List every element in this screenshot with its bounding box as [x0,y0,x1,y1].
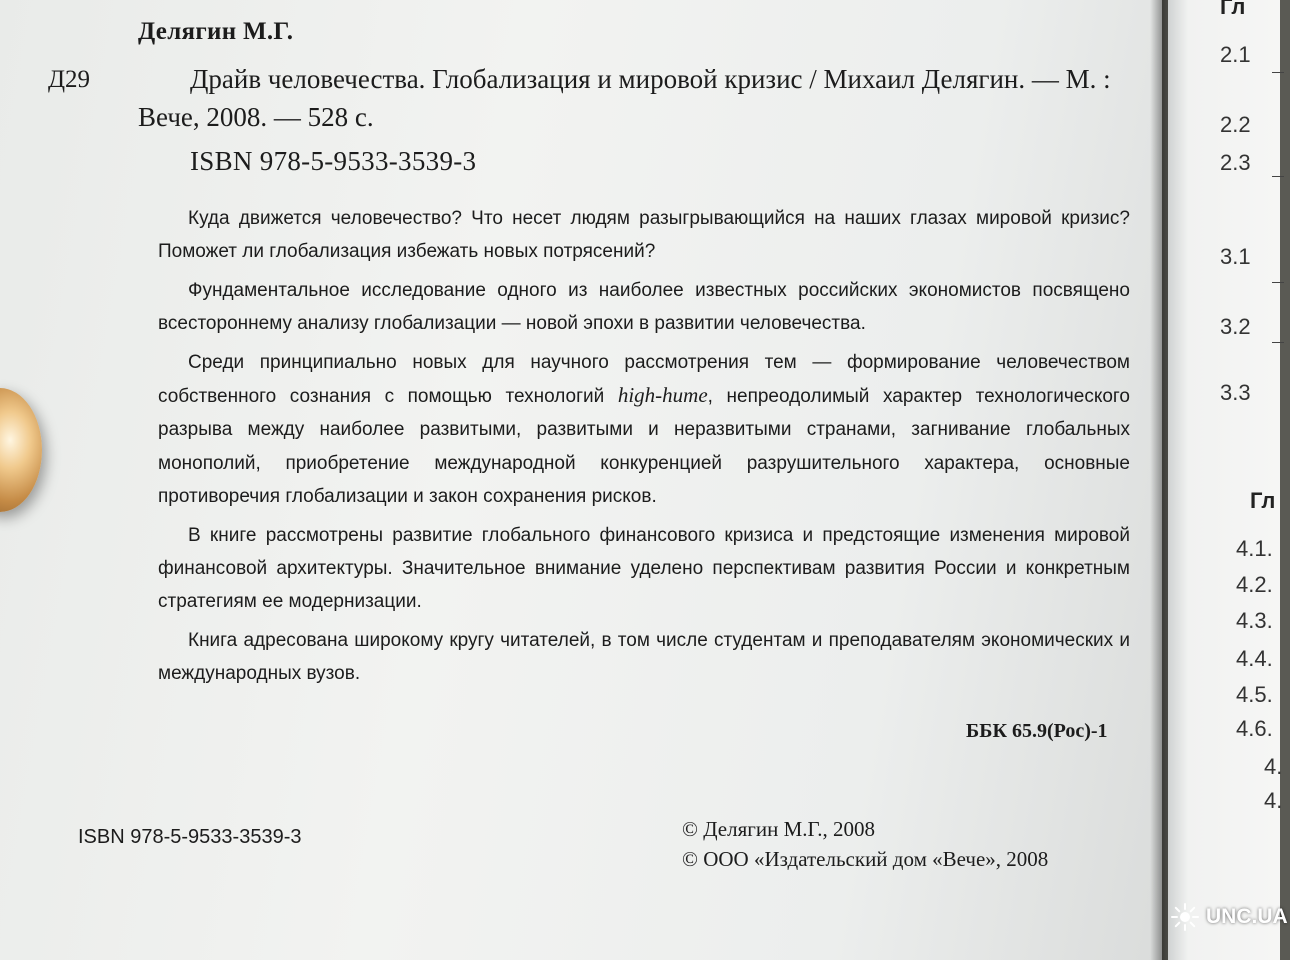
abstract-paragraph: Куда движется человечество? Что несет людям разыгрывающийся на наших глазах мировой кризис? Поможет ли глобализация избежать новых потрясений? [158,208,1130,263]
toc-entry: 4. [1264,754,1283,779]
sun-icon [1170,902,1200,932]
toc-entry: Гл [1250,488,1276,513]
toc-entry: Гл [1220,0,1246,19]
toc-entry: 4.1. [1236,536,1273,561]
toc-leader-mark [1272,72,1284,73]
toc-entry: 4.5. [1236,682,1273,707]
toc-entry: 3.3 [1220,380,1251,405]
toc-entry: 4.2. [1236,572,1273,597]
bbk-classification: ББК 65.9(Рос)-1 [966,720,1108,742]
abstract [158,202,1130,696]
abstract-term: high-hume [617,383,708,408]
copyright-block [682,814,1048,874]
toc-entry: 4.3. [1236,608,1273,633]
bibliographic-description: Драйв человечества. Глобализация и мировой кризис / Михаил Делягин. — М. : Вече, 2008. — 528 с. [138,64,1111,132]
publisher-logo-bleed-through [548,812,658,902]
toc-entry: 4.6. [1236,716,1273,741]
library-index-code: Д29 [48,66,91,93]
toc-leader-mark [1272,342,1284,343]
right-page [1168,0,1283,960]
abstract-paragraph [158,346,1130,514]
toc-entry: 2.2 [1220,112,1251,137]
abstract-paragraph: Фундаментальное исследование одного из наиболее известных российских экономистов посвящено всестороннему анализу глобализации — новой эпохи в развитии человечества. [158,279,1130,335]
author-heading: Делягин М.Г. [138,18,294,45]
toc-leader-mark [1272,176,1284,177]
toc-entry: 2.1 [1220,42,1251,67]
abstract-text: , непреодолимый характер технологического разрыва между наиболее развитыми, развитыми и неразвитыми странами, загнивание глобальных монополий, приобретение международной конкуренцией разрушительного характера, основные противоречия глобализации и закон сохранения рисков. [158,386,1130,508]
isbn-line: ISBN 978-5-9533-3539-3 [190,146,477,176]
footer-isbn: ISBN 978-5-9533-3539-3 [78,826,302,848]
abstract-text: Среди принципиально новых для научного рассмотрения тем — формирование человечеством собственного сознания с помощью технологий [158,351,1130,408]
toc-entry: 2.3 [1220,150,1251,175]
copyright-publisher: © ООО «Издательский дом «Вече», 2008 [682,847,1049,871]
copyright-author: © Делягин М.Г., 2008 [682,817,876,841]
toc-entry: 3.1 [1220,244,1251,269]
abstract-paragraph: Книга адресована широкому кругу читателей, в том числе студентам и преподавателям экономических и международных вузов. [158,629,1130,685]
watermark-text: UNC.UA [1206,905,1288,928]
bleed-through-text [940,0,1060,22]
toc-leader-mark [1272,282,1284,283]
toc-entry: 4. [1264,788,1283,813]
watermark [1170,902,1288,932]
toc-entry: 3.2 [1220,314,1251,339]
abstract-paragraph: В книге рассмотрены развитие глобального финансового кризиса и предстоящие изменения мировой финансовой архитектуры. Значительное внимание уделено перспективам развития России и конкретным стратегиям ее модернизации. [158,524,1130,613]
toc-entry: 4.4. [1236,646,1273,671]
